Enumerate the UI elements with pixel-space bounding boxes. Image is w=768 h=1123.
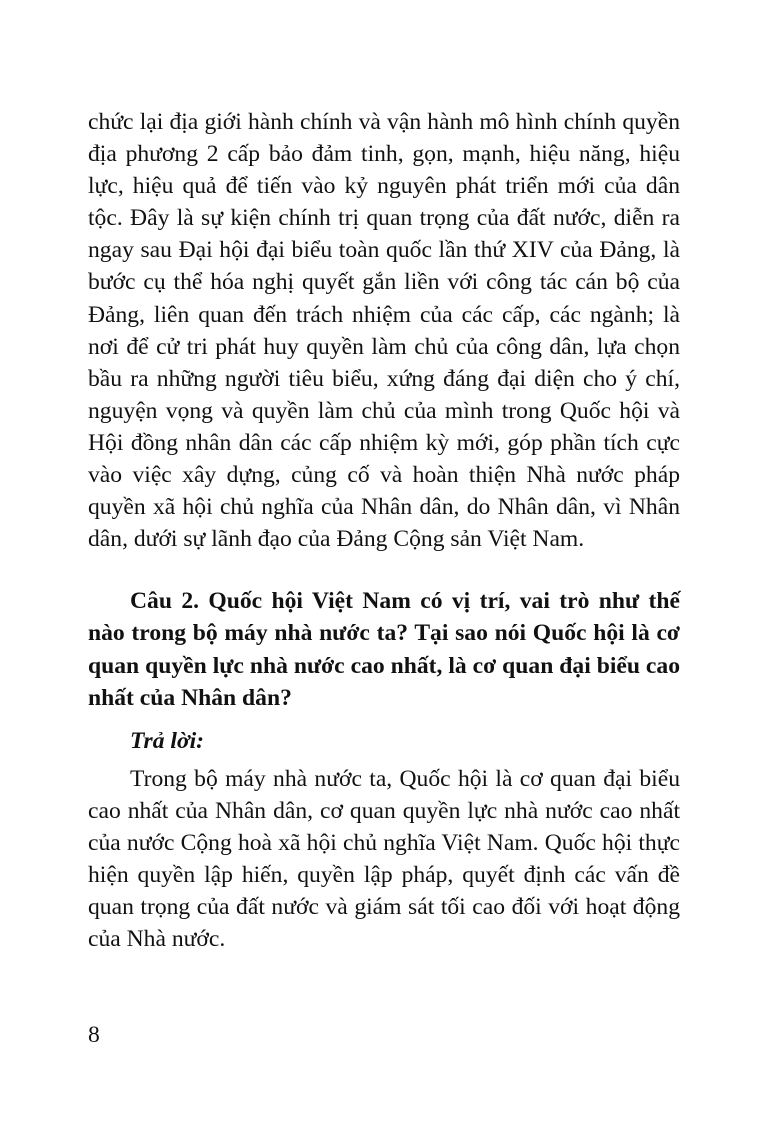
answer-label: Trả lời: <box>130 727 205 754</box>
page-body <box>88 106 680 955</box>
answer-paragraph: Trong bộ máy nhà nước ta, Quốc hội là cơ quan đại biểu cao nhất của Nhân dân, cơ quan quyền lực nhà nước cao nhất của nước Cộng hoà xã hội chủ nghĩa Việt Nam. Quốc hội thực hiện quyền lập hiến, quyền lập pháp, quyết định các vấn đề quan trọng của đất nước và giám sát tối cao đối với hoạt động của Nhà nước. <box>88 765 680 953</box>
question-heading: Câu 2. Quốc hội Việt Nam có vị trí, vai trò như thế nào trong bộ máy nhà nước ta? Tại sao nói Quốc hội là cơ quan quyền lực nhà nước cao nhất, là cơ quan đại biểu cao nhất của Nhân dân? <box>88 588 680 711</box>
continuation-paragraph: chức lại địa giới hành chính và vận hành mô hình chính quyền địa phương 2 cấp bảo đảm tinh, gọn, mạnh, hiệu năng, hiệu lực, hiệu quả để tiến vào kỷ nguyên phát triển mới của dân tộc. Đây là sự kiện chính trị quan trọng của đất nước, diễn ra ngay sau Đại hội đại biểu toàn quốc lần thứ XIV của Đảng, là bước cụ thể hóa nghị quyết gắn liền với công tác cán bộ của Đảng, liên quan đến trách nhiệm của các cấp, các ngành; là nơi để cử tri phát huy quyền làm chủ của công dân, lựa chọn bầu ra những người tiêu biểu, xứng đáng đại diện cho ý chí, nguyện vọng và quyền làm chủ của mình trong Quốc hội và Hội đồng nhân dân các cấp nhiệm kỳ mới, góp phần tích cực vào việc xây dựng, củng cố và hoàn thiện Nhà nước pháp quyền xã hội chủ nghĩa của Nhân dân, do Nhân dân, vì Nhân dân, dưới sự lãnh đạo của Đảng Cộng sản Việt Nam. <box>88 109 680 553</box>
page-number: 8 <box>88 1022 100 1048</box>
